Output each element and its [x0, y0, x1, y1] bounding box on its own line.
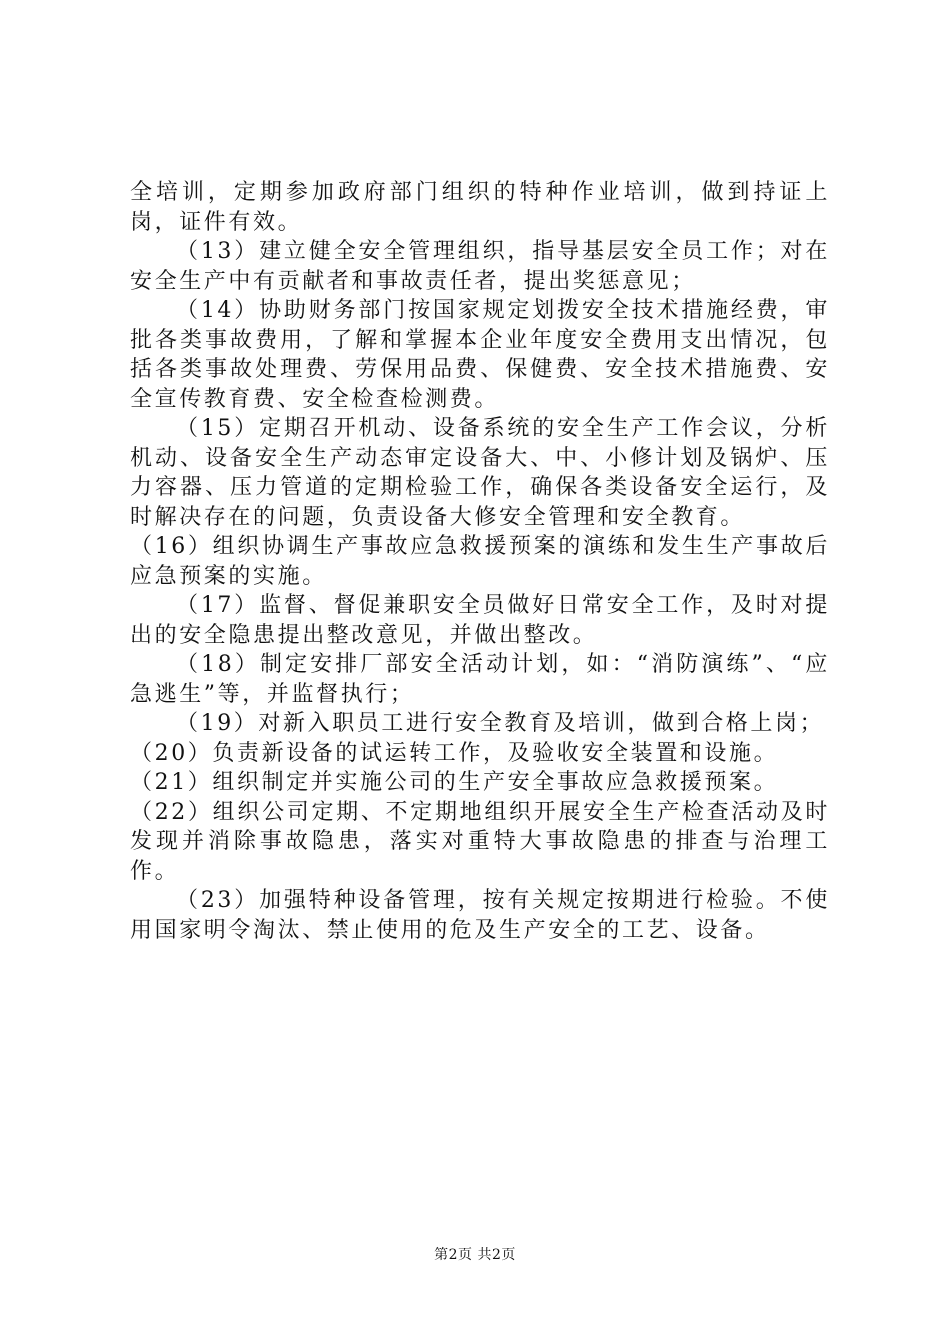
paragraph-10: （21）组织制定并实施公司的生产安全事故应急救援预案。 — [130, 770, 779, 795]
page-footer — [0, 1244, 950, 1264]
paragraph-1: 全培训，定期参加政府部门组织的特种作业培训，做到持证上岗，证件有效。 — [130, 180, 830, 235]
paragraph-11: （22）组织公司定期、不定期地组织开展安全生产检查活动及时发现并消除事故隐患，落实对重特大事故隐患的排查与治理工作。 — [130, 799, 830, 884]
paragraph-6: （17）监督、督促兼职安全员做好日常安全工作，及时对提出的安全隐患提出整改意见，并做出整改。 — [130, 593, 830, 648]
document-body — [130, 178, 830, 945]
paragraph-7: （18）制定安排厂部安全活动计划，如：“消防演练”、“应急逃生”等，并监督执行； — [130, 652, 830, 707]
paragraph-3: （14）协助财务部门按国家规定划拨安全技术措施经费，审批各类事故费用，了解和掌握本企业年度安全费用支出情况，包括各类事故处理费、劳保用品费、保健费、安全技术措施费、安全宣传教育费、安全检查检测费。 — [130, 298, 830, 412]
paragraph-9: （20）负责新设备的试运转工作，及验收安全装置和设施。 — [130, 740, 779, 766]
paragraph-12: （23）加强特种设备管理，按有关规定按期进行检验。不使用国家明令淘汰、禁止使用的危及生产安全的工艺、设备。 — [130, 888, 830, 943]
page-number-label: 第2页 共2页 — [434, 1247, 516, 1263]
paragraph-4: （15）定期召开机动、设备系统的安全生产工作会议，分析机动、设备安全生产动态审定设备大、中、小修计划及锅炉、压力容器、压力管道的定期检验工作，确保各类设备安全运行，及时解决存在的问题，负责设备大修安全管理和安全教育。 — [130, 416, 830, 530]
paragraph-5: （16）组织协调生产事故应急救援预案的演练和发生生产事故后应急预案的实施。 — [130, 534, 830, 589]
paragraph-8: （19）对新入职员工进行安全教育及培训，做到合格上岗； — [176, 711, 825, 736]
paragraph-2: （13）建立健全安全管理组织，指导基层安全员工作；对在安全生产中有贡献者和事故责任者，提出奖惩意见； — [130, 239, 830, 294]
